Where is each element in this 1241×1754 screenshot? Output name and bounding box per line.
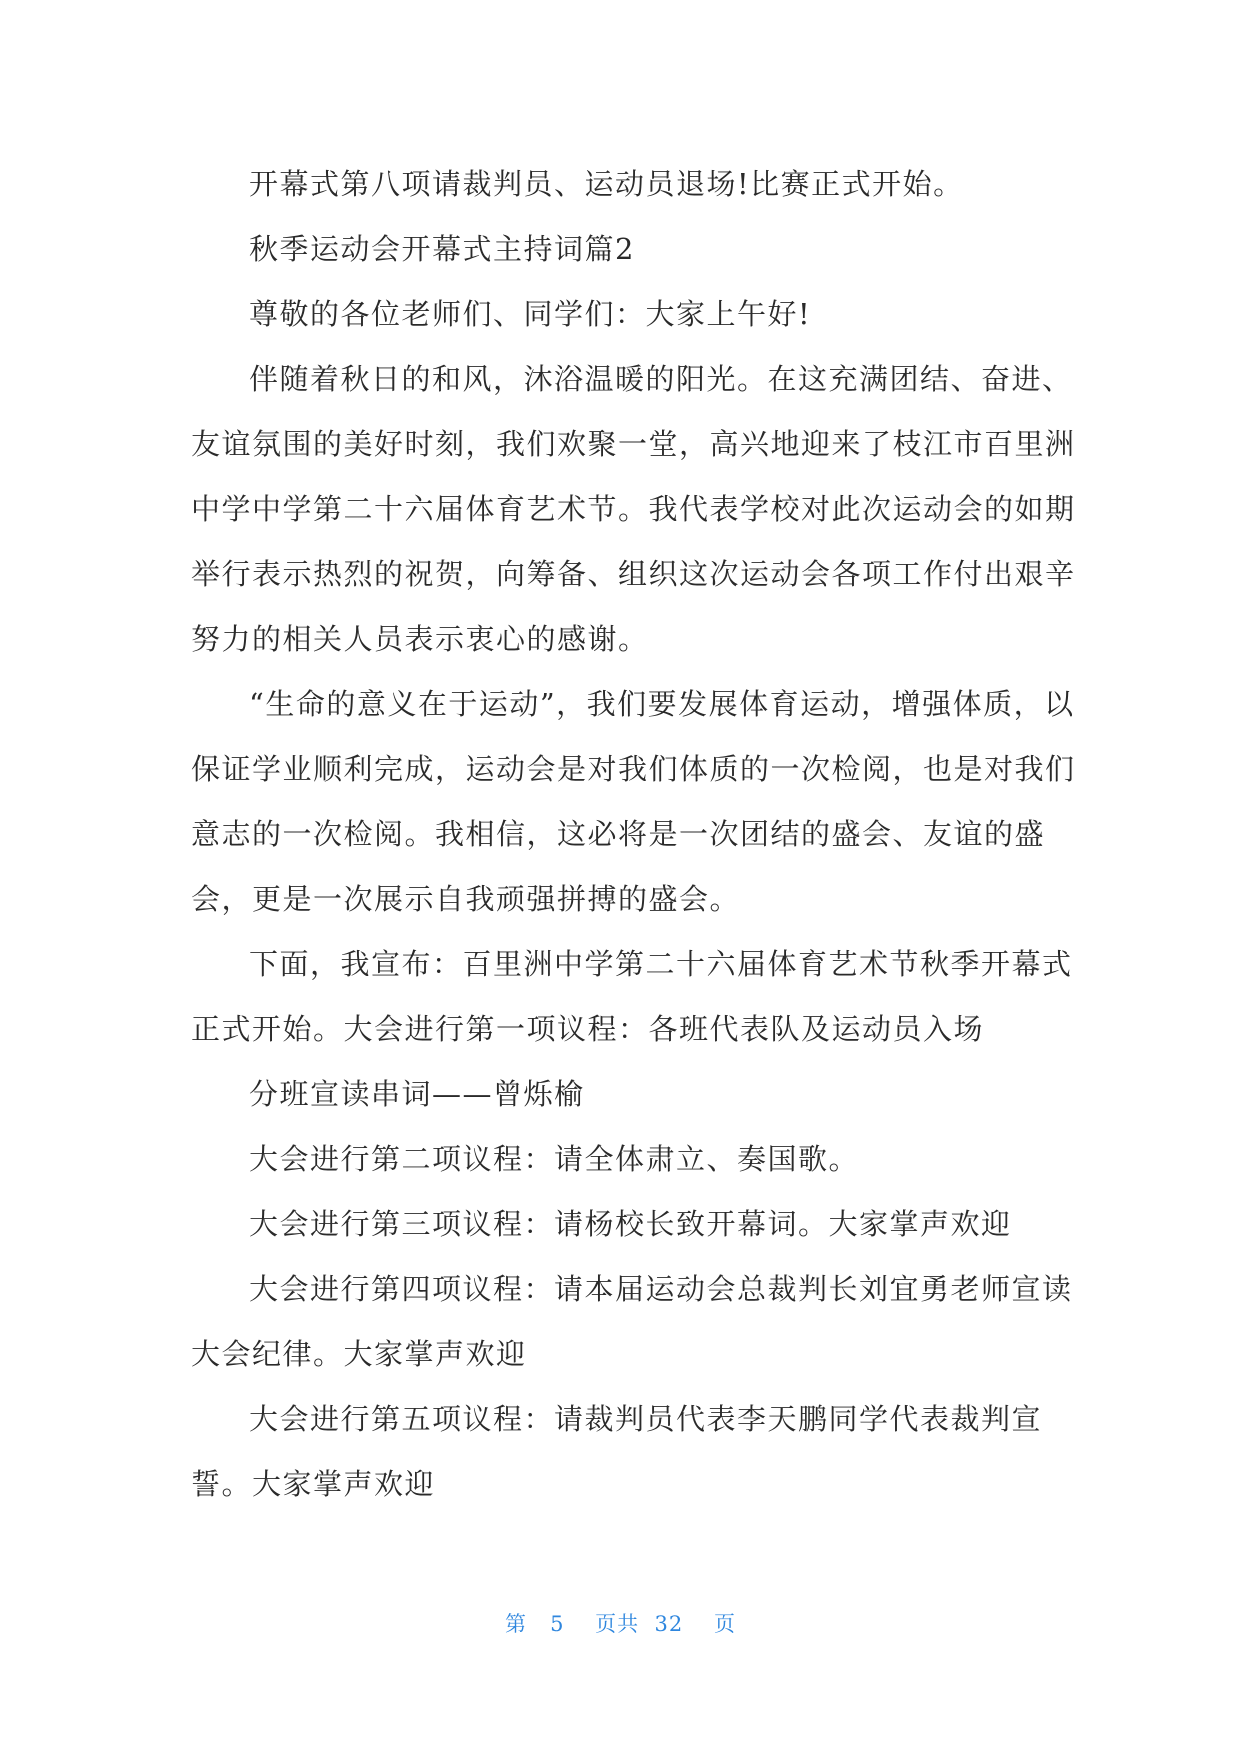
paragraph-line-7: 举行表示热烈的祝贺，向筹备、组织这次运动会各项工作付出艰辛 — [191, 557, 1076, 591]
footer-current-page: 5 — [550, 1612, 565, 1636]
paragraph-line-4: 伴随着秋日的和风，沐浴温暖的阳光。在这充满团结、奋进、 — [249, 362, 1073, 396]
paragraph-line-18: 大会进行第四项议程：请本届运动会总裁判长刘宜勇老师宣读 — [249, 1272, 1073, 1306]
paragraph-line-8: 努力的相关人员表示衷心的感谢。 — [191, 622, 649, 656]
paragraph-line-19: 大会纪律。大家掌声欢迎 — [191, 1337, 527, 1371]
paragraph-line-13: 下面，我宣布：百里洲中学第二十六届体育艺术节秋季开幕式 — [249, 947, 1073, 981]
paragraph-line-5: 友谊氛围的美好时刻，我们欢聚一堂，高兴地迎来了枝江市百里洲 — [191, 427, 1076, 461]
section-heading: 秋季运动会开幕式主持词篇2 — [249, 232, 635, 266]
paragraph-line-6: 中学中学第二十六届体育艺术节。我代表学校对此次运动会的如期 — [191, 492, 1076, 526]
paragraph-line-14: 正式开始。大会进行第一项议程：各班代表队及运动员入场 — [191, 1012, 985, 1046]
paragraph-line-12: 会，更是一次展示自我顽强拼搏的盛会。 — [191, 882, 741, 916]
paragraph-line-1: 开幕式第八项请裁判员、运动员退场!比赛正式开始。 — [249, 167, 964, 201]
footer-suffix: 页 — [713, 1612, 736, 1636]
paragraph-line-16: 大会进行第二项议程：请全体肃立、奏国歌。 — [249, 1142, 860, 1176]
paragraph-line-17: 大会进行第三项议程：请杨校长致开幕词。大家掌声欢迎 — [249, 1207, 1012, 1241]
paragraph-line-20: 大会进行第五项议程：请裁判员代表李天鹏同学代表裁判宣 — [249, 1402, 1043, 1436]
paragraph-line-11: 意志的一次检阅。我相信，这必将是一次团结的盛会、友谊的盛 — [191, 817, 1046, 851]
paragraph-line-10: 保证学业顺利完成，运动会是对我们体质的一次检阅，也是对我们 — [191, 752, 1076, 786]
paragraph-line-15: 分班宣读串词——曾烁榆 — [249, 1077, 585, 1111]
footer-prefix: 第 — [505, 1612, 528, 1636]
footer-middle: 页共 — [595, 1612, 640, 1636]
page-footer — [0, 1608, 1241, 1638]
paragraph-line-21: 誓。大家掌声欢迎 — [191, 1467, 436, 1501]
salutation-line: 尊敬的各位老师们、同学们：大家上午好! — [249, 297, 812, 331]
footer-total-pages: 32 — [654, 1612, 684, 1636]
paragraph-line-9: “生命的意义在于运动”，我们要发展体育运动，增强体质，以 — [249, 687, 1075, 721]
